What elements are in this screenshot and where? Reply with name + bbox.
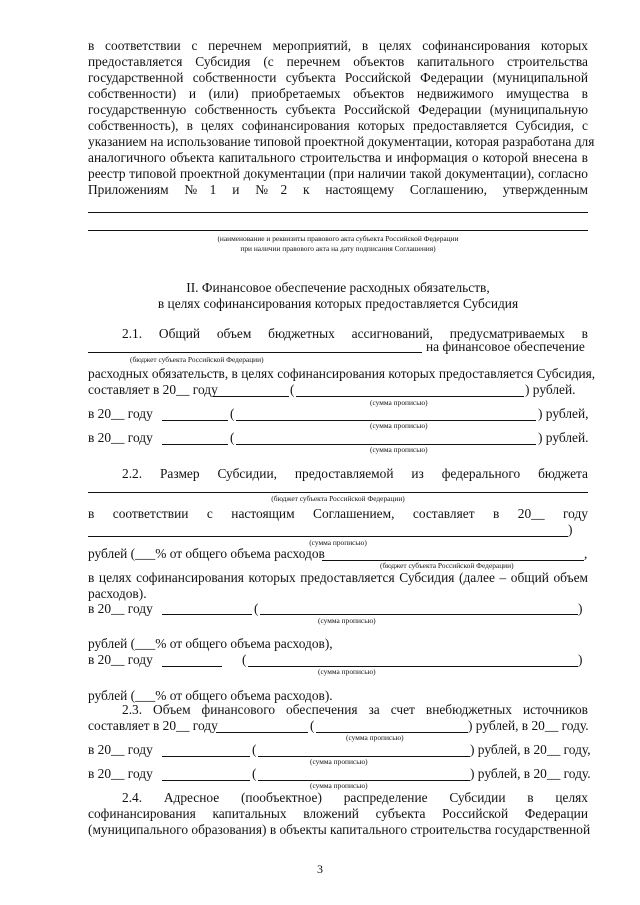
p23-line-2-a: составляет в 20__ году [88, 718, 218, 733]
p21-budget-blank [88, 352, 422, 353]
p22-line-6-b: ( [254, 601, 259, 616]
p22-line-2: в соответствии с настоящим Соглашением, составляет в 20__ году [88, 506, 588, 521]
p22-amount-blank-2 [162, 614, 252, 615]
p21-line-6-c: ) рублей. [538, 430, 589, 445]
p21-words-blank-1 [296, 396, 524, 397]
p22-line-5: расходов). [88, 586, 147, 601]
p22-line-8-b: ( [242, 652, 247, 667]
intro-line-4: собственности) и (или) приобретаемых объектов недвижимого имущества в [88, 86, 588, 101]
p24-line-2: софинансирования капитальных вложений субъекта Российской Федерации [88, 806, 588, 821]
p21-line-5-a: в 20__ году [88, 406, 153, 421]
p22-line-6-c: ) [578, 601, 583, 616]
intro-line-9: реестр типовой проектной документации (при наличии такой документации), согласно [88, 166, 588, 181]
p21-line-3: расходных обязательств, в целях софинансирования которых предоставляется Субсидия, [88, 366, 596, 381]
caption-legal-act-1: (наименование и реквизиты правового акта субъекта Российской Федерации [217, 234, 459, 243]
p23-caption-sum-3: (сумма прописью) [310, 781, 368, 790]
p24-line-3: (муниципального образования) в объекты капитального строительства государственной [88, 822, 591, 837]
p21-line-2-tail: на финансовое обеспечение [426, 339, 585, 354]
page-number: 3 [317, 862, 323, 876]
p21-line-6-a: в 20__ году [88, 430, 153, 445]
p22-caption-sum-1: (сумма прописью) [309, 538, 367, 547]
p23-amount-blank-3 [162, 780, 250, 781]
p22-line-7: рублей (___% от общего объема расходов), [88, 636, 333, 651]
intro-line-3: государственной собственности субъекта Российской Федерации (муниципальной [88, 70, 588, 85]
intro-line-10: Приложениям №1 и №2 к настоящему Соглашению, утвержденным [88, 182, 588, 197]
intro-line-8: аналогичного объекта капитального строительства и информация о которой внесена в [88, 150, 588, 165]
p22-amount-blank-3 [162, 666, 222, 667]
p22-budget-blank [88, 492, 588, 493]
intro-line-5: государственную собственность субъекта Российской Федерации (муниципальную [88, 102, 588, 117]
p21-amount-blank-3 [162, 444, 228, 445]
p22-line-3-a: рублей (___% от общего объема расходов [88, 546, 325, 561]
p22-line-9: рублей (___% от общего объема расходов). [88, 688, 333, 703]
p21-line-1: 2.1. Общий объем бюджетных ассигнований, предусматриваемых в [122, 326, 588, 341]
intro-line-7: указанием на использование типовой проектной документации, которая разработана для [88, 134, 595, 149]
p23-amount-blank-1 [216, 732, 308, 733]
p23-amount-blank-2 [162, 756, 250, 757]
p22-caption-budget: (бюджет субъекта Российской Федерации) [271, 494, 405, 503]
p22-line-8-a: в 20__ году [88, 652, 153, 667]
p21-line-4-c: ) рублей. [525, 382, 576, 397]
p22-line-8-c: ) [578, 652, 583, 667]
p22-line-6-a: в 20__ году [88, 601, 153, 616]
p21-amount-blank-1 [213, 396, 289, 397]
p21-line-4-b: ( [290, 382, 295, 397]
blank-line-act-2 [88, 230, 588, 231]
p23-line-3-a: в 20__ году [88, 742, 153, 757]
p22-words-blank-2 [260, 614, 578, 615]
p21-line-5-b: ( [230, 406, 235, 421]
p23-line-2-b: ( [310, 718, 315, 733]
p21-caption-sum-2: (сумма прописью) [370, 421, 428, 430]
p22-words-blank-1 [88, 536, 568, 537]
p22-line-1: 2.2. Размер Субсидии, предоставляемой из федерального бюджета [122, 466, 588, 481]
p23-caption-sum-1: (сумма прописью) [346, 733, 404, 742]
p23-line-3-b: ( [252, 742, 257, 757]
p21-line-4-a: составляет в 20__ году [88, 382, 218, 397]
p21-line-6-b: ( [230, 430, 235, 445]
p21-caption-sum-3: (сумма прописью) [370, 445, 428, 454]
p21-line-5-c: ) рублей, [538, 406, 589, 421]
p23-line-4-b: ( [252, 766, 257, 781]
p22-caption-sum-3: (сумма прописью) [318, 667, 376, 676]
p23-line-2-c: ) рублей, в 20__ году. [468, 718, 589, 733]
intro-line-1: в соответствии с перечнем мероприятий, в целях софинансирования которых [88, 38, 588, 53]
caption-legal-act-2: при наличии правового акта на дату подписания Соглашения) [240, 244, 436, 253]
intro-line-2: предоставляется Субсидия (с перечнем объектов капитального строительства [88, 54, 588, 69]
p23-line-3-c: ) рублей, в 20__ году, [470, 742, 591, 757]
p21-caption-budget: (бюджет субъекта Российской Федерации) [130, 355, 264, 364]
intro-line-6: собственность), в целях софинансирования которых предоставляется Субсидия, с [88, 118, 588, 133]
p22-line-3-c: , [584, 546, 588, 561]
p22-words-blank-3 [248, 666, 578, 667]
blank-line-act-1 [88, 212, 588, 213]
p23-caption-sum-2: (сумма прописью) [310, 757, 368, 766]
p23-line-4-c: ) рублей, в 20__ году. [470, 766, 591, 781]
section-title-line-1: II. Финансовое обеспечение расходных обязательств, [186, 280, 490, 295]
p24-line-1: 2.4. Адресное (пообъектное) распределение Субсидии в целях [122, 790, 588, 805]
p23-line-1: 2.3. Объем финансового обеспечения за счет внебюджетных источников [122, 702, 588, 717]
p22-line-4: в целях софинансирования которых предоставляется Субсидия (далее – общий объем [88, 570, 588, 585]
p21-caption-sum-1: (сумма прописью) [370, 398, 428, 407]
p22-caption-budget-2: (бюджет субъекта Российской Федерации) [380, 561, 514, 570]
p21-amount-blank-2 [162, 420, 228, 421]
p22-words-close: ) [568, 522, 573, 537]
p23-line-4-a: в 20__ году [88, 766, 153, 781]
section-title-line-2: в целях софинансирования которых предоставляется Субсидия [157, 296, 519, 311]
p22-caption-sum-2: (сумма прописью) [318, 616, 376, 625]
